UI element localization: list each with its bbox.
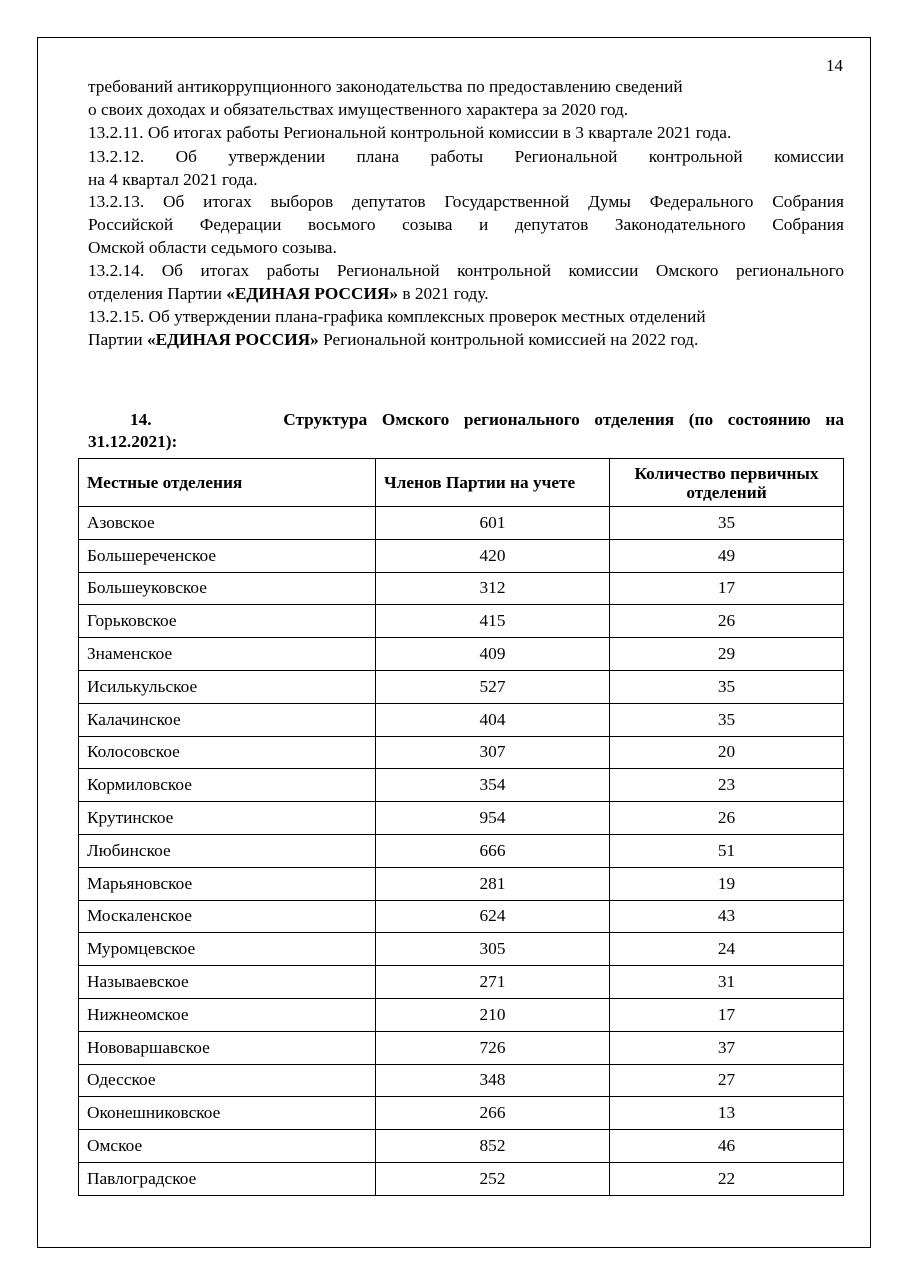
primary-branches-cell: 43	[610, 900, 844, 933]
section-heading	[88, 409, 844, 453]
table-row	[79, 998, 844, 1031]
table-row	[79, 1031, 844, 1064]
members-count-cell: 624	[376, 900, 610, 933]
paragraph-13-2-13	[88, 190, 844, 259]
text-segment: отделения Партии	[88, 284, 222, 303]
members-count-cell: 354	[376, 769, 610, 802]
table-row	[79, 539, 844, 572]
members-count-cell: 281	[376, 867, 610, 900]
text-line: Омской области седьмого созыва.	[88, 238, 337, 257]
section-title-text: Структура Омского регионального отделения (по состоянию на	[283, 410, 844, 429]
table-row	[79, 703, 844, 736]
branch-name-cell: Кормиловское	[79, 769, 376, 802]
text-segment: в 2021 году.	[402, 284, 489, 303]
members-count-cell: 348	[376, 1064, 610, 1097]
primary-branches-cell: 51	[610, 834, 844, 867]
primary-branches-cell: 17	[610, 998, 844, 1031]
table-row	[79, 1064, 844, 1097]
structure-table	[78, 458, 844, 1196]
members-count-cell: 852	[376, 1130, 610, 1163]
primary-branches-cell: 35	[610, 703, 844, 736]
text-segment: Партии	[88, 330, 143, 349]
members-count-cell: 252	[376, 1162, 610, 1195]
branch-name-cell: Москаленское	[79, 900, 376, 933]
table-row	[79, 736, 844, 769]
branch-name-cell: Муромцевское	[79, 933, 376, 966]
party-name: «ЕДИНАЯ РОССИЯ»	[146, 330, 319, 349]
branch-name-cell: Оконешниковское	[79, 1097, 376, 1130]
table-row	[79, 867, 844, 900]
members-count-cell: 305	[376, 933, 610, 966]
table-row	[79, 933, 844, 966]
section-number: 14.	[130, 410, 152, 429]
table-row	[79, 966, 844, 999]
primary-branches-cell: 27	[610, 1064, 844, 1097]
members-count-cell: 420	[376, 539, 610, 572]
members-count-cell: 312	[376, 572, 610, 605]
branch-name-cell: Марьяновское	[79, 867, 376, 900]
paragraph-13-2-12	[88, 145, 844, 191]
branch-name-cell: Любинское	[79, 834, 376, 867]
table-row	[79, 802, 844, 835]
table-row	[79, 900, 844, 933]
paragraph-13-2-15	[88, 305, 844, 351]
primary-branches-cell: 13	[610, 1097, 844, 1130]
primary-branches-cell: 24	[610, 933, 844, 966]
primary-branches-cell: 17	[610, 572, 844, 605]
paragraph-anticorruption	[88, 75, 844, 121]
party-name: «ЕДИНАЯ РОССИЯ»	[226, 284, 399, 303]
text-line: на 4 квартал 2021 года.	[88, 170, 258, 189]
table-body	[79, 507, 844, 1196]
branch-name-cell: Знаменское	[79, 638, 376, 671]
branch-name-cell: Называевское	[79, 966, 376, 999]
text-line: 13.2.11. Об итогах работы Региональной контрольной комиссии в 3 квартале 2021 года.	[88, 123, 732, 142]
section-title-line: 31.12.2021):	[88, 432, 178, 451]
table-row	[79, 670, 844, 703]
members-count-cell: 527	[376, 670, 610, 703]
branch-name-cell: Исилькульское	[79, 670, 376, 703]
table-row	[79, 834, 844, 867]
text-line	[88, 282, 844, 305]
members-count-cell: 404	[376, 703, 610, 736]
branch-name-cell: Азовское	[79, 507, 376, 540]
members-count-cell: 409	[376, 638, 610, 671]
text-segment: Региональной контрольной комиссией на 2022 год.	[323, 330, 699, 349]
table-row	[79, 1162, 844, 1195]
branch-name-cell: Одесское	[79, 1064, 376, 1097]
primary-branches-cell: 20	[610, 736, 844, 769]
branch-name-cell: Большереченское	[79, 539, 376, 572]
members-count-cell: 210	[376, 998, 610, 1031]
text-line: о своих доходах и обязательствах имущественного характера за 2020 год.	[88, 100, 629, 119]
members-count-cell: 954	[376, 802, 610, 835]
primary-branches-cell: 35	[610, 507, 844, 540]
branch-name-cell: Нижнеомское	[79, 998, 376, 1031]
table-row	[79, 1097, 844, 1130]
members-count-cell: 415	[376, 605, 610, 638]
table-row	[79, 605, 844, 638]
primary-branches-cell: 31	[610, 966, 844, 999]
table-row	[79, 769, 844, 802]
branch-name-cell: Павлоградское	[79, 1162, 376, 1195]
paragraph-13-2-11	[88, 121, 844, 144]
members-count-cell: 271	[376, 966, 610, 999]
primary-branches-cell: 26	[610, 802, 844, 835]
text-line: Российской Федерации восьмого созыва и депутатов Законодательного Собрания	[88, 215, 844, 234]
section-title-line	[88, 409, 844, 431]
text-line: 13.2.15. Об утверждении плана-графика комплексных проверок местных отделений	[88, 307, 706, 326]
table-row	[79, 1130, 844, 1163]
branch-name-cell: Нововаршавское	[79, 1031, 376, 1064]
members-count-cell: 666	[376, 834, 610, 867]
primary-branches-cell: 22	[610, 1162, 844, 1195]
header-members: Членов Партии на учете	[376, 459, 610, 507]
table-row	[79, 638, 844, 671]
text-line: требований антикоррупционного законодательства по предоставлению сведений	[88, 77, 683, 96]
members-count-cell: 601	[376, 507, 610, 540]
primary-branches-cell: 46	[610, 1130, 844, 1163]
table-row	[79, 507, 844, 540]
table-header-row	[79, 459, 844, 507]
branch-name-cell: Крутинское	[79, 802, 376, 835]
text-line: 13.2.13. Об итогах выборов депутатов Государственной Думы Федерального Собрания	[88, 192, 844, 211]
branch-name-cell: Большеуковское	[79, 572, 376, 605]
page-number: 14	[826, 56, 843, 75]
members-count-cell: 307	[376, 736, 610, 769]
members-count-cell: 266	[376, 1097, 610, 1130]
members-count-cell: 726	[376, 1031, 610, 1064]
primary-branches-cell: 26	[610, 605, 844, 638]
text-line: 13.2.12. Об утверждении плана работы Региональной контрольной комиссии	[88, 147, 844, 166]
text-line	[88, 328, 844, 351]
branch-name-cell: Колосовское	[79, 736, 376, 769]
primary-branches-cell: 49	[610, 539, 844, 572]
branch-name-cell: Омское	[79, 1130, 376, 1163]
primary-branches-cell: 23	[610, 769, 844, 802]
primary-branches-cell: 37	[610, 1031, 844, 1064]
header-primary-branches: Количество первичных отделений	[610, 459, 844, 507]
branch-name-cell: Калачинское	[79, 703, 376, 736]
primary-branches-cell: 29	[610, 638, 844, 671]
branch-name-cell: Горьковское	[79, 605, 376, 638]
primary-branches-cell: 35	[610, 670, 844, 703]
text-line: 13.2.14. Об итогах работы Региональной контрольной комиссии Омского регионального	[88, 261, 844, 280]
table-row	[79, 572, 844, 605]
paragraph-13-2-14	[88, 259, 844, 305]
primary-branches-cell: 19	[610, 867, 844, 900]
header-local-branches: Местные отделения	[79, 459, 376, 507]
